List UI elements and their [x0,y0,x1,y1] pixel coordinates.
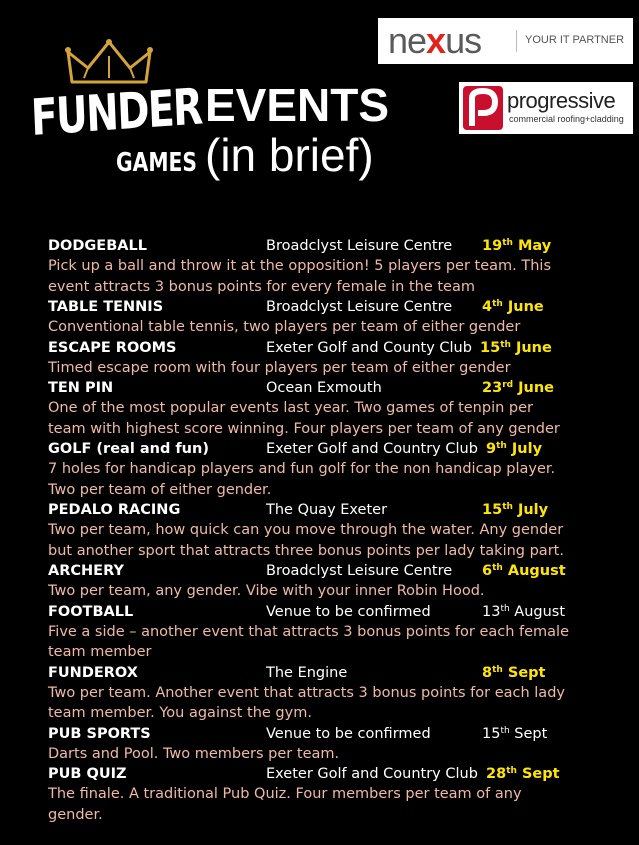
event-date-month: June [507,299,544,315]
event-header [48,338,638,358]
event-venue: Venue to be confirmed [266,603,431,620]
event-date-month: Sept [507,664,546,681]
events-list [48,236,638,825]
event-header [48,439,638,459]
event-name: GOLF (real and fun) [48,441,209,457]
event-date [482,236,551,256]
event-date [482,663,545,683]
event-date [480,338,552,358]
event-description: 7 holes for handicap players and fun golf for the non handicap player. Two per team of either gender. [48,461,556,498]
event-date-suffix: th [502,238,513,248]
event-venue: Broadclyst Leisure Centre [266,299,453,315]
event-date-month: August [507,563,566,579]
event-date-suffix: th [500,603,510,614]
event-date [486,439,542,459]
event-date-month: June [515,339,552,356]
event-description: Darts and Pool. Two members per team. [48,745,340,762]
event-date-suffix: rd [502,380,514,390]
event-header [48,663,638,683]
progressive-name: progressive [507,88,616,113]
event-date [486,764,560,784]
event-header [48,500,638,520]
event-description: Conventional table tennis, two players per team of either gender [48,319,521,335]
event-date-suffix: th [500,339,511,350]
event-venue: The Quay Exeter [266,502,388,518]
logo-funder-text: FUNDER [29,77,203,147]
event-header [48,764,638,784]
event-description: Pick up a ball and throw it at the opposition! 5 players per team. This event attracts 3 bonus points for every female in the team [48,258,552,295]
event-name: PUB SPORTS [48,725,151,742]
event-date-day: 4 [482,299,493,315]
event-date-suffix: th [506,766,517,776]
event-date-month: July [511,441,543,457]
event-description: Two per team, how quick can you move through the water. Any gender but another sport that attracts three bonus points per lady taking part. [48,522,564,559]
progressive-sponsor-logo [459,82,633,134]
event-date-suffix: th [496,441,507,451]
event-date [482,602,565,622]
progressive-p-icon [463,86,503,130]
logo-games-text: GAMES [116,148,197,178]
event-venue: Ocean Exmouth [266,380,382,396]
event-date-month: August [514,603,566,620]
event-date [482,500,548,520]
event-name: ARCHERY [48,563,124,579]
nexus-tagline: YOUR IT PARTNER [525,34,625,46]
event-venue: Broadclyst Leisure Centre [266,238,453,254]
nexus-divider [516,30,517,52]
event-date-day: 23 [482,380,503,396]
event-venue: Exeter Golf and County Club [266,339,472,356]
event-venue: Broadclyst Leisure Centre [266,563,453,579]
event-date-month: Sept [521,766,560,782]
event-venue: Exeter Golf and Country Club [266,766,478,782]
event-header [48,378,638,398]
funder-games-logo [29,38,203,188]
event-date [482,297,544,317]
event-description: Two per team, any gender. Vibe with your inner Robin Hood. [48,583,485,599]
event-date-suffix: th [500,725,510,736]
event-date-month: Sept [514,725,548,742]
event-date-day: 15 [482,502,503,518]
event-name: TEN PIN [48,380,114,396]
event-venue: Venue to be confirmed [266,725,431,742]
progressive-tagline: commercial roofing+cladding [509,114,624,124]
event-description: Five a side – another event that attracts 3 bonus points for each female team member [48,623,570,660]
event-date [482,724,547,744]
event-date-suffix: th [492,664,503,675]
event-date-day: 15 [482,725,501,742]
event-name: FOOTBALL [48,603,134,620]
event-date-month: July [517,502,549,518]
event-name: FUNDEROX [48,664,138,681]
event-date-day: 9 [486,441,497,457]
page-title: EVENTS [205,79,390,131]
event-date-day: 19 [482,238,503,254]
event-date-day: 13 [482,603,501,620]
event-date [482,561,566,581]
event-date-suffix: th [492,563,503,573]
event-header [48,297,638,317]
crown-icon [64,38,154,88]
event-date-suffix: th [492,299,503,309]
event-date-month: June [518,380,555,396]
event-header [48,724,638,744]
event-date-suffix: th [502,502,513,512]
event-name: PUB QUIZ [48,766,127,782]
event-header [48,236,638,256]
event-date-day: 6 [482,563,493,579]
event-description: The finale. A traditional Pub Quiz. Four members per team of any gender. [48,786,522,823]
event-date-day: 28 [486,766,507,782]
event-date-day: 8 [482,664,493,681]
event-venue: The Engine [266,664,348,681]
event-header [48,602,638,622]
event-description: Two per team. Another event that attracts 3 bonus points for each lady team member. You against the gym. [48,684,565,721]
nexus-sponsor-logo [378,18,633,64]
event-venue: Exeter Golf and Country Club [266,441,478,457]
event-name: PEDALO RACING [48,502,181,518]
event-description: One of the most popular events last year. Two games of tenpin per team with highest score winning. Four players per team of any gender [48,400,560,437]
event-name: ESCAPE ROOMS [48,339,177,356]
event-description: Timed escape room with four players per team of either gender [48,359,511,376]
event-header [48,561,638,581]
page-subtitle: (in brief) [205,129,374,181]
event-date [482,378,554,398]
event-date-day: 15 [480,339,501,356]
nexus-wordmark: nexus [388,20,482,61]
event-name: DODGEBALL [48,238,147,254]
event-date-month: May [517,238,552,254]
event-name: TABLE TENNIS [48,299,164,315]
